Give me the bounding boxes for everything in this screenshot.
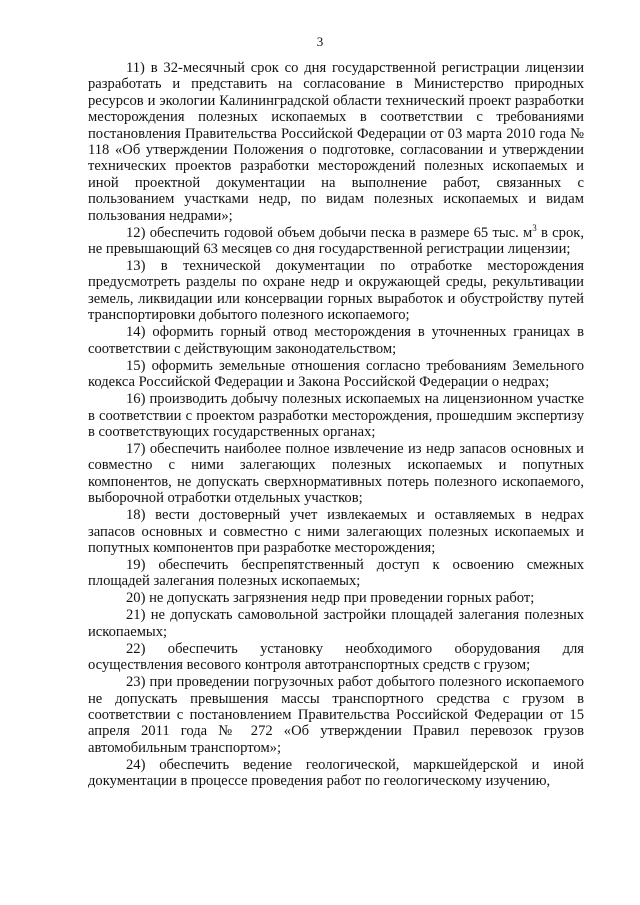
paragraph-19: 19) обеспечить беспрепятственный доступ к освоению смежных площадей залегания полезных ископаемых; bbox=[88, 556, 584, 590]
paragraph-13: 13) в технической документации по отработке месторождения предусмотреть разделы по охране недр и окружающей среды, рекультивации земель, ликвидации или консервации горных выработок и обустройству путей транспортировки добытого полезного ископаемого; bbox=[88, 258, 584, 324]
paragraph-11: 11) в 32-месячный срок со дня государственной регистрации лицензии разработать и представить на согласование в Министерство природных ресурсов и экологии Калининградской области технический проект разработки месторождения полезных ископаемых в соответствии с требованиями постановления Правительства Российской Федерации от 03 марта 2010 года № 118 «Об утверждении Положения о подготовке, согласовании и утверждении технических проектов разработки месторождений полезных ископаемых и иной проектной документации на выполнение работ, связанных с пользованием участками недр, по видам полезных ископаемых и видам пользования недрами»; bbox=[88, 60, 584, 224]
paragraph-17: 17) обеспечить наиболее полное извлечение из недр запасов основных и совместно с ними залегающих полезных ископаемых и попутных компонентов, не допускать сверхнормативных потерь полезного ископаемого, выборочной отработки отдельных участков; bbox=[88, 440, 584, 507]
paragraph-22: 22) обеспечить установку необходимого оборудования для осуществления весового контроля автотранспортных средств с грузом; bbox=[88, 640, 584, 674]
cubic-superscript: 3 bbox=[532, 222, 537, 233]
paragraph-12-text: 12) обеспечить годовой объем добычи песка в размере 65 тыс. м bbox=[126, 224, 533, 241]
paragraph-18: 18) вести достоверный учет извлекаемых и оставляемых в недрах запасов основных и совместно с ними залегающих полезных ископаемых и попутных компонентов при разработке месторождения; bbox=[88, 507, 584, 556]
paragraph-20: 20) не допускать загрязнения недр при проведении горных работ; bbox=[126, 590, 535, 607]
paragraph-21: 21) не допускать самовольной застройки площадей залегания полезных ископаемых; bbox=[88, 607, 584, 640]
paragraph-23: 23) при проведении погрузочных работ добытого полезного ископаемого не допускать превышения массы транспортного средства с грузом в соответствии с постановлением Правительства Российской Федерации от 15 апреля 2011 года № 272 «Об утверждении Правил перевозок грузов автомобильным транспортом»; bbox=[88, 674, 584, 756]
paragraph-14: 14) оформить горный отвод месторождения в уточненных границах в соответствии с действующим законодательством; bbox=[88, 324, 584, 357]
paragraph-24: 24) обеспечить ведение геологической, маркшейдерской и иной документации в процессе проведения работ по геологическому изучению, bbox=[88, 756, 584, 790]
paragraph-15: 15) оформить земельные отношения согласно требованиям Земельного кодекса Российской Федерации и Закона Российской Федерации о недрах; bbox=[88, 357, 584, 391]
paragraph-12 bbox=[88, 222, 584, 258]
document-body bbox=[88, 60, 584, 790]
paragraph-12-text-end: в срок, не превышающий 63 месяцев со дня государственной регистрации лицензии; bbox=[88, 224, 584, 258]
paragraph-16: 16) производить добычу полезных ископаемых на лицензионном участке в соответствии с проектом разработки месторождения, прошедшим экспертизу в соответствующих государственных органах; bbox=[88, 391, 584, 440]
page-number: 3 bbox=[316, 34, 324, 49]
